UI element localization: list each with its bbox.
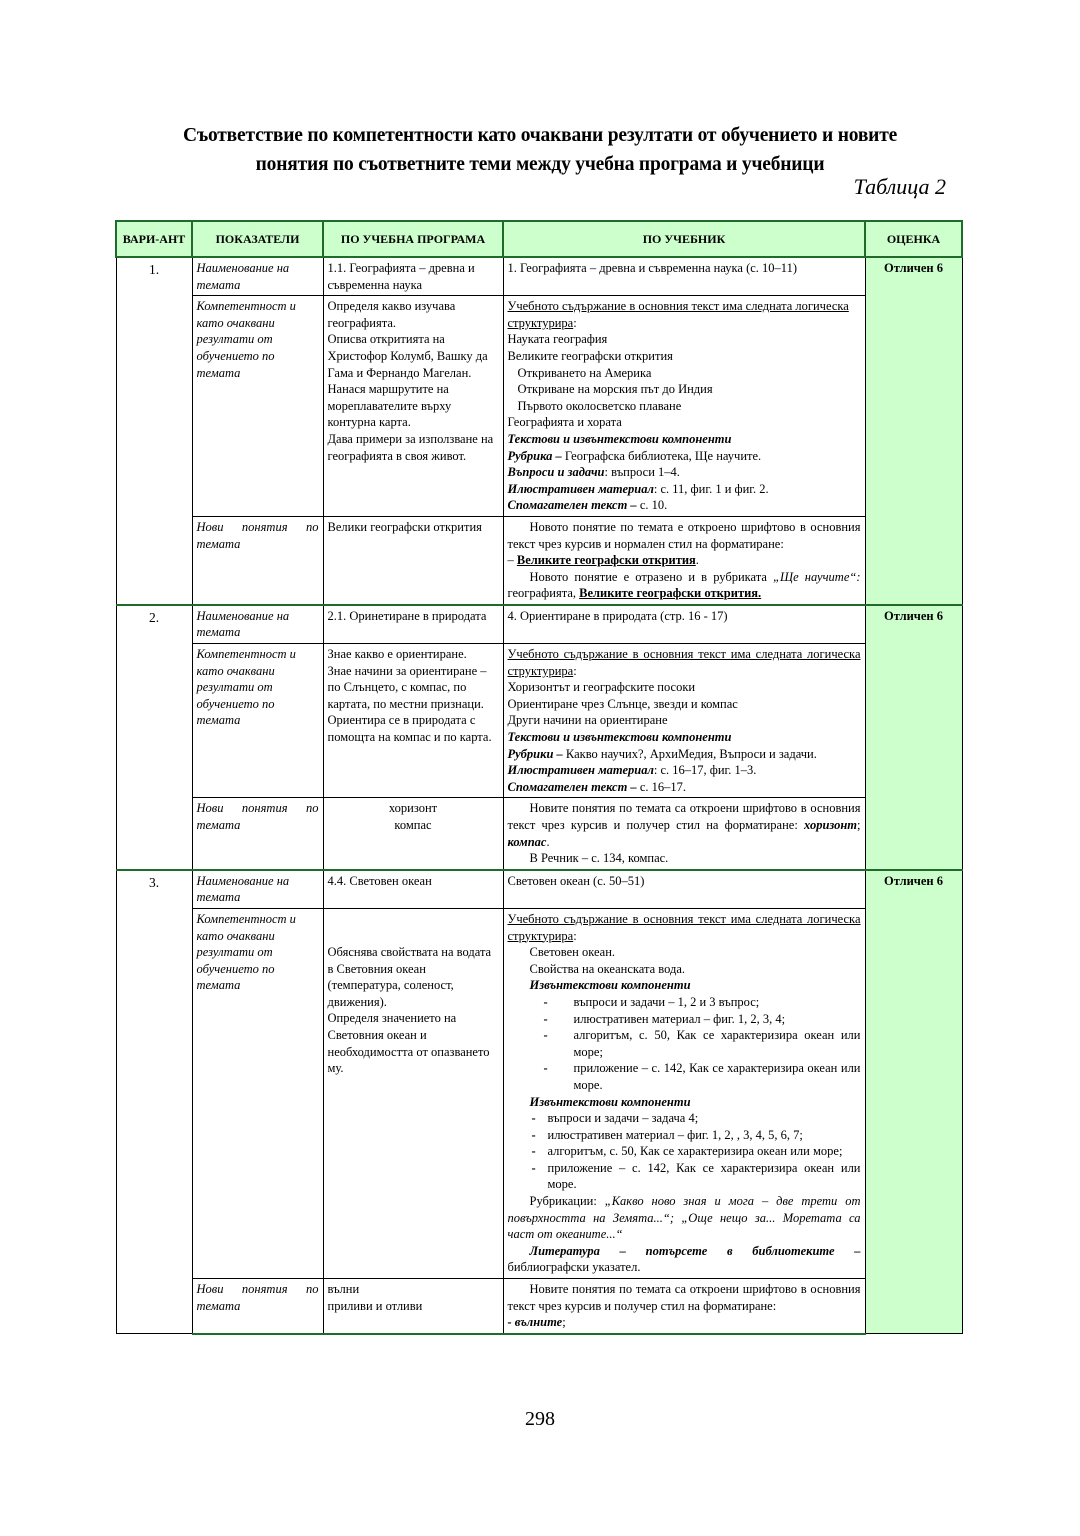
- component-label: Илюстративен материал: [507, 481, 654, 496]
- list-item: Нанася маршрутите на мореплавателите върху контурна карта.: [327, 382, 452, 430]
- list-item: Дава примери за използване на географията в своя живот.: [327, 431, 494, 463]
- structure-intro: Учебното съдържание в основния текст има следната логическа структурира: [507, 647, 861, 678]
- title-line-2: понятия по съответните теми между учебна програма и учебници: [255, 154, 825, 175]
- paragraph: В Речник – с. 134, компас.: [529, 851, 669, 866]
- table-row: [116, 1279, 962, 1334]
- program-topic: 1.1. Географията – древна и съвременна наука: [323, 257, 503, 296]
- list-item: Откриването на Америка: [517, 365, 652, 380]
- table-row: [116, 605, 962, 644]
- table-row: [116, 516, 962, 604]
- components-heading: Текстови и извънтекстови компоненти: [507, 730, 732, 745]
- table-header-row: [116, 221, 962, 257]
- page-number: 298: [525, 1408, 555, 1430]
- list-item: вълни: [327, 1282, 360, 1297]
- program-topic: 4.4. Световен океан: [323, 870, 503, 909]
- indicator-label: Компетентност и като очаквани резултати от обучението по темата: [192, 296, 323, 517]
- list-item: Знае начини за ориентиране – по Слънцето, с компас, по картата, по местни признаци.: [327, 663, 487, 711]
- program-new-terms: [323, 798, 503, 870]
- list-item: алгоритъм, с. 50, Как се характеризира океан или море;: [573, 1028, 861, 1059]
- component-value: : въпроси 1–4.: [604, 465, 680, 480]
- new-term: Великите географски открития: [516, 553, 696, 568]
- indicator-label: Нови понятия по темата: [192, 516, 323, 604]
- list-item: Световен океан.: [529, 945, 616, 960]
- header-program: ПО УЧЕБНА ПРОГРАМА: [323, 221, 503, 257]
- list-item: хоризонт: [388, 801, 438, 816]
- paragraph: Новите понятия по темата са откроени шрифтово в основния текст чрез курсив и получер стил на форматиране:: [507, 801, 861, 832]
- rubric-name: „Ще научите“:: [773, 569, 861, 584]
- component-value: : с. 11, фиг. 1 и фиг. 2.: [653, 481, 769, 496]
- list-item: Други начини на ориентиране: [507, 713, 668, 728]
- textbook-new-terms: [503, 1279, 865, 1334]
- table-row: [116, 870, 962, 909]
- textbook-topic: 1. Географията – древна и съвременна наука (с. 10–11): [503, 257, 865, 296]
- list-item: приложение – с. 142, Как се характеризира океан или море.: [547, 1160, 861, 1192]
- structure-intro: Учебното съдържание в основния текст има следната логическа структурира: [507, 299, 849, 330]
- variant-number: 1.: [116, 257, 192, 605]
- structure-intro: Учебното съдържание в основния текст има следната логическа структурира: [507, 911, 861, 943]
- paragraph: Новото понятие по темата е откроено шрифтово в основния текст чрез курсив и нормален стил на форматиране:: [507, 519, 861, 551]
- header-grade: ОЦЕНКА: [865, 221, 962, 257]
- list-item: Великите географски открития: [507, 348, 673, 363]
- indicator-label: Наименование на темата: [192, 870, 323, 909]
- component-label: Въпроси и задачи: [507, 465, 605, 480]
- textbook-topic: 4. Ориентиране в природата (стр. 16 - 17): [503, 605, 865, 644]
- table-caption: Таблица 2: [853, 174, 946, 199]
- program-competences: [323, 296, 503, 517]
- separator: ;: [857, 818, 861, 832]
- component-value: : с. 16–17, фиг. 1–3.: [653, 763, 757, 778]
- list-item: Науката география: [507, 332, 608, 347]
- components-heading: Извънтекстови компоненти: [529, 978, 691, 993]
- program-topic: 2.1. Оринетиране в природата: [323, 605, 503, 644]
- textbook-competences: Учебното съдържание в основния текст има следната логическа структурира: Световен океан. Свойства на океанската вода. Извънтекстови компоненти - въпроси и задачи – 1, 2 и 3 въпрос; - илюстративен материал – фиг. 1, 2, 3, 4; - алгоритъм, с. 50, Как се характеризира океан или море; - приложение – с. 142, Как се характеризира океан или море. Извънтекстови компоненти - въпроси и задачи – задача 4; - илюстративен материал – фиг. 1, 2, , 3, 4, 5, 6, 7; - алгоритъм, с. 50, Как се характеризира океан или море; - приложение – с. 142, Как се характеризира океан или море. Рубрикации: „Какво ново зная и мога – две трети от повърхността на Земята...“; „Още нещо за... Моретата са част от океаните...“ Литература – потърсете в библиотеките – библиографски указател.: [503, 908, 865, 1278]
- component-label: Спомагателен текст –: [507, 498, 640, 513]
- separator: ;: [562, 1315, 566, 1330]
- table-row: [116, 798, 962, 870]
- grade-cell: Отличен 6: [865, 257, 962, 605]
- literature-value: библиографски указател.: [507, 1260, 641, 1275]
- list-item: приливи и отливи: [327, 1298, 423, 1313]
- indicator-label: Компетентност и като очаквани резултати от обучението по темата: [192, 644, 323, 798]
- separator: .: [546, 834, 550, 849]
- indicator-label: Нови понятия по темата: [192, 1279, 323, 1334]
- textbook-competences: Учебното съдържание в основния текст има следната логическа структурира: Науката география Великите географски открития Откриването на Америка Откриване на морския път до Индия Първото околосветско плаване Географията и хората Текстови и извънтекстови компоненти Рубрика – Географска библиотека, Ще научите. Въпроси и задачи: въпроси 1–4. Илюстративен материал: с. 11, фиг. 1 и фиг. 2. Спомагателен текст – с. 10.: [503, 296, 865, 517]
- list-item: Първото околосветско плаване: [517, 398, 682, 413]
- paragraph: Новото понятие е отразено и в рубриката: [529, 569, 774, 584]
- program-new-terms: [323, 1279, 503, 1334]
- list-item: Обяснява свойствата на водата в Световния океан (температура, соленост, движения).: [327, 944, 492, 1009]
- list-item: илюстративен материал – фиг. 1, 2, 3, 4;: [573, 1011, 786, 1026]
- grade-cell: Отличен 6: [865, 870, 962, 1334]
- list-item: приложение – с. 142, Как се характеризира океан или море.: [573, 1061, 861, 1092]
- component-label: Илюстративен материал: [507, 763, 654, 778]
- list-item: Ориентиране чрез Слънце, звезди и компас: [507, 696, 738, 711]
- component-value: Географска библиотека, Ще научите.: [564, 448, 762, 463]
- list-item: Определя значението на Световния океан и необходимостта от опазването му.: [327, 1011, 490, 1076]
- list-item: Хоризонтът и географските посоки: [507, 680, 696, 695]
- indicator-label: Нови понятия по темата: [192, 798, 323, 870]
- new-term: - вълните: [507, 1315, 563, 1330]
- header-variant: ВАРИ-АНТ: [116, 221, 192, 257]
- title-line-1: Съответствие по компетентности като очаквани резултати от обучението и новите: [182, 125, 898, 146]
- list-item: въпроси и задачи – 1, 2 и 3 въпрос;: [573, 994, 760, 1009]
- program-competences: [323, 644, 503, 798]
- new-term: хоризонт: [804, 818, 858, 832]
- textbook-competences: Учебното съдържание в основния текст има следната логическа структурира: Хоризонтът и географските посоки Ориентиране чрез Слънце, звезди и компас Други начини на ориентиране Текстови и извънтекстови компоненти Рубрики – Какво научих?, АрхиМедия, Въпроси и задачи. Илюстративен материал: с. 16–17, фиг. 1–3. Спомагателен текст – с. 16–17.: [503, 644, 865, 798]
- list-item: алгоритъм, с. 50, Как се характеризира океан или море;: [547, 1144, 843, 1159]
- list-item: компас: [394, 818, 432, 832]
- indicator-label: Наименование на темата: [192, 257, 323, 296]
- table-row: [116, 644, 962, 798]
- list-item: илюстративен материал – фиг. 1, 2, , 3, 4, 5, 6, 7;: [547, 1127, 803, 1142]
- list-item: Свойства на океанската вода.: [529, 961, 686, 976]
- list-item: Откриване на морския път до Индия: [517, 382, 713, 397]
- comparison-table: [115, 220, 963, 1335]
- components-heading: Извънтекстови компоненти: [529, 1094, 691, 1109]
- component-label: Рубрика –: [507, 448, 565, 463]
- rubric-label: Рубрикации:: [529, 1194, 605, 1209]
- page-title: [100, 121, 980, 179]
- list-item: въпроси и задачи – задача 4;: [547, 1111, 699, 1126]
- textbook-new-terms: Новото понятие по темата е откроено шрифтово в основния текст чрез курсив и нормален стил на форматиране: – Великите географски открития. Новото понятие е отразено и в рубриката „Ще научите“: географията, Великите географски открития.: [503, 516, 865, 604]
- program-competences: [323, 908, 503, 1278]
- table-row: [116, 908, 962, 1278]
- table-row: [116, 296, 962, 517]
- indicator-label: Компетентност и като очаквани резултати от обучението по темата: [192, 908, 323, 1278]
- indicator-label: Наименование на темата: [192, 605, 323, 644]
- rubric-list: „Какво ново зная и мога – две трети от повърхността на Земята...“; „Още нещо за... Моретата са част от океаните...“: [507, 1194, 861, 1242]
- list-item: Описва откритията на Христофор Колумб, Вашку да Гама и Фернандо Магелан.: [327, 332, 488, 380]
- components-heading: Текстови и извънтекстови компоненти: [507, 431, 732, 446]
- list-item: Определя какво изучава географията.: [327, 299, 456, 330]
- component-value: с. 10.: [639, 498, 668, 513]
- component-value: с. 16–17.: [639, 779, 686, 794]
- variant-number: 3.: [116, 870, 192, 1334]
- header-indicators: ПОКАЗАТЕЛИ: [192, 221, 323, 257]
- textbook-topic: Световен океан (с. 50–51): [503, 870, 865, 909]
- component-label: Рубрики –: [507, 746, 566, 761]
- literature-label: Литература – потърсете в библиотеките –: [529, 1243, 861, 1258]
- new-term: Великите географски открития.: [579, 586, 762, 601]
- list-item: Ориентира се в природата с помощта на компас и по карта.: [327, 713, 492, 745]
- component-value: Какво научих?, АрхиМедия, Въпроси и задачи.: [565, 746, 817, 761]
- variant-number: 2.: [116, 605, 192, 870]
- paragraph: географията,: [507, 586, 580, 601]
- header-textbook: ПО УЧЕБНИК: [503, 221, 865, 257]
- component-label: Спомагателен текст –: [507, 779, 640, 794]
- new-term: компас: [507, 834, 547, 849]
- textbook-new-terms: [503, 798, 865, 870]
- program-new-terms: Велики географски открития: [323, 516, 503, 604]
- list-item: Знае какво е ориентиране.: [327, 647, 467, 662]
- paragraph: Новите понятия по темата са откроени шрифтово в основния текст чрез курсив и получер стил на форматиране:: [507, 1282, 861, 1313]
- list-item: Географията и хората: [507, 415, 622, 430]
- table-row: [116, 257, 962, 296]
- grade-cell: Отличен 6: [865, 605, 962, 870]
